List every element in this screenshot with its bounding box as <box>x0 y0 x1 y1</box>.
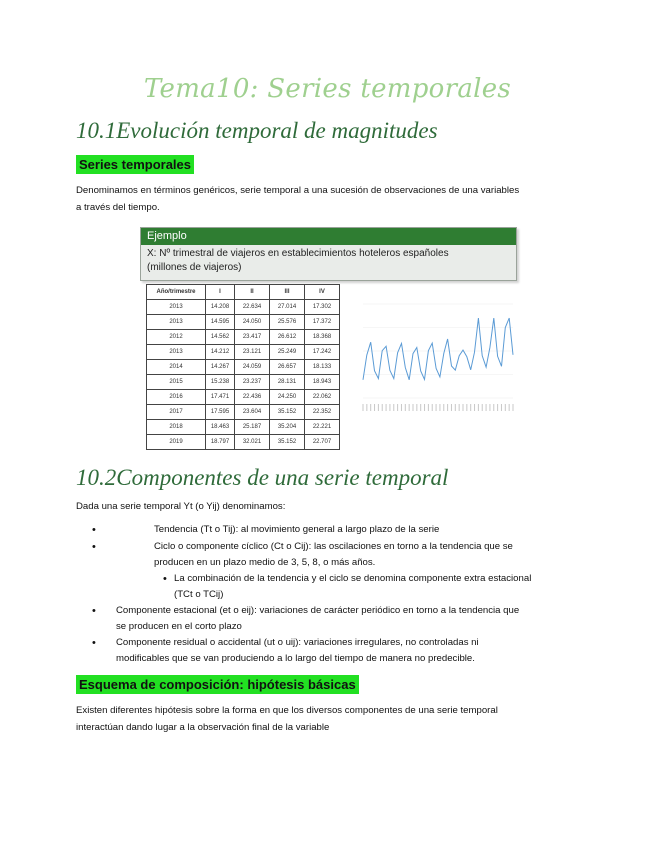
table-cell: 22.352 <box>305 405 340 420</box>
line-chart-svg <box>355 292 517 420</box>
table-cell: 18.797 <box>206 435 235 450</box>
paragraph-line: Denominamos en términos genéricos, serie temporal a una sucesión de observaciones de una variables <box>76 185 520 196</box>
table-cell: 14.267 <box>206 360 235 375</box>
table-cell: 35.152 <box>270 435 305 450</box>
example-body <box>141 245 516 277</box>
table-cell: 14.562 <box>206 330 235 345</box>
table-cell: 25.187 <box>235 420 270 435</box>
table-cell: 2013 <box>147 300 206 315</box>
data-table <box>146 284 340 450</box>
table-cell: 25.576 <box>270 315 305 330</box>
table-cell: 2013 <box>147 315 206 330</box>
table-cell: 35.152 <box>270 405 305 420</box>
section-heading-1: 10.1Evolución temporal de magnitudes <box>76 118 438 143</box>
table-cell: 14.208 <box>206 300 235 315</box>
table-cell: 2015 <box>147 375 206 390</box>
table-cell: 17.595 <box>206 405 235 420</box>
bullet-ciclo-cont: producen en un plazo medio de 3, 5, 8, o más años. <box>154 557 376 568</box>
table-cell: 23.237 <box>235 375 270 390</box>
table-row <box>147 315 340 330</box>
table-cell: 2019 <box>147 435 206 450</box>
subheading-series-temporales: Series temporales <box>76 155 194 174</box>
sub-bullet-extra-estacional: La combinación de la tendencia y el ciclo se denomina componente extra estacional <box>174 573 532 584</box>
table-row <box>147 345 340 360</box>
table-header-cell: III <box>270 285 305 300</box>
example-line: (millones de viajeros) <box>147 262 242 273</box>
table-cell: 17.372 <box>305 315 340 330</box>
table-cell: 2012 <box>147 330 206 345</box>
paragraph-line: interactúan dando lugar a la observación final de la variable <box>76 722 330 733</box>
table-cell: 14.595 <box>206 315 235 330</box>
sub-bullet-extra-estacional-cont: (TCt o TCij) <box>174 589 224 600</box>
table-cell: 17.471 <box>206 390 235 405</box>
table-cell: 26.612 <box>270 330 305 345</box>
table-cell: 28.131 <box>270 375 305 390</box>
line-chart <box>355 292 517 420</box>
table-cell: 14.212 <box>206 345 235 360</box>
table-cell: 22.634 <box>235 300 270 315</box>
bullet-ciclo: Ciclo o componente cíclico (Ct o Cij): las oscilaciones en torno a la tendencia que se <box>154 541 513 552</box>
table-header-cell: IV <box>305 285 340 300</box>
table-row <box>147 330 340 345</box>
table-cell: 35.204 <box>270 420 305 435</box>
table-cell: 15.238 <box>206 375 235 390</box>
table-cell: 25.249 <box>270 345 305 360</box>
table-cell: 26.657 <box>270 360 305 375</box>
table-cell: 2014 <box>147 360 206 375</box>
table-cell: 22.707 <box>305 435 340 450</box>
table-row <box>147 420 340 435</box>
table-cell: 2018 <box>147 420 206 435</box>
table-cell: 17.302 <box>305 300 340 315</box>
bullet-dot: • <box>92 637 96 649</box>
table-header-cell: Año/trimestre <box>147 285 206 300</box>
bullet-dot: • <box>92 605 96 617</box>
paragraph-final <box>76 702 581 736</box>
table-row <box>147 300 340 315</box>
paragraph-line: a través del tiempo. <box>76 202 160 213</box>
table-cell: 17.242 <box>305 345 340 360</box>
table-row <box>147 435 340 450</box>
table-row <box>147 360 340 375</box>
table-row <box>147 390 340 405</box>
bullet-tendencia: Tendencia (Tt o Tij): al movimiento general a largo plazo de la serie <box>154 524 440 535</box>
bullet-dot: • <box>92 524 96 536</box>
table-row <box>147 405 340 420</box>
subheading-esquema: Esquema de composición: hipótesis básicas <box>76 675 359 694</box>
table-cell: 18.368 <box>305 330 340 345</box>
table-row <box>147 375 340 390</box>
section-heading-2: 10.2Componentes de una serie temporal <box>76 465 449 490</box>
example-label: Ejemplo <box>141 228 516 245</box>
table-cell: 32.021 <box>235 435 270 450</box>
table-cell: 23.604 <box>235 405 270 420</box>
table-cell: 24.250 <box>270 390 305 405</box>
table-cell: 22.221 <box>305 420 340 435</box>
table-cell: 23.121 <box>235 345 270 360</box>
bullet-dot: • <box>163 573 167 585</box>
table-header-cell: II <box>235 285 270 300</box>
table-cell: 2017 <box>147 405 206 420</box>
section2-intro: Dada una serie temporal Yt (o Yij) denominamos: <box>76 501 286 512</box>
table-header-cell: I <box>206 285 235 300</box>
example-line: X: Nº trimestral de viajeros en establecimientos hoteleros españoles <box>147 248 449 259</box>
page-title: Tema10: Series temporales <box>143 74 512 104</box>
table-cell: 18.463 <box>206 420 235 435</box>
bullet-estacional-cont: se producen en el corto plazo <box>116 621 242 632</box>
table-cell: 23.417 <box>235 330 270 345</box>
table-cell: 27.014 <box>270 300 305 315</box>
bullet-dot: • <box>92 541 96 553</box>
bullet-residual-cont: modificables que se van produciendo a lo largo del tiempo de manera no predecible. <box>116 653 475 664</box>
table-cell: 18.133 <box>305 360 340 375</box>
table-cell: 2013 <box>147 345 206 360</box>
bullet-estacional: Componente estacional (et o eij): variaciones de carácter periódico en torno a la tendencia que <box>116 605 520 616</box>
table-cell: 18.943 <box>305 375 340 390</box>
bullet-residual: Componente residual o accidental (ut o uij): variaciones irregulares, no controladas ni <box>116 637 479 648</box>
table-cell: 22.436 <box>235 390 270 405</box>
table-cell: 22.062 <box>305 390 340 405</box>
table-cell: 24.059 <box>235 360 270 375</box>
example-box <box>140 227 517 281</box>
table-cell: 2016 <box>147 390 206 405</box>
table-header-row <box>147 285 340 300</box>
paragraph-definition <box>76 182 581 216</box>
table-cell: 24.050 <box>235 315 270 330</box>
paragraph-line: Existen diferentes hipótesis sobre la forma en que los diversos componentes de una serie temporal <box>76 705 498 716</box>
